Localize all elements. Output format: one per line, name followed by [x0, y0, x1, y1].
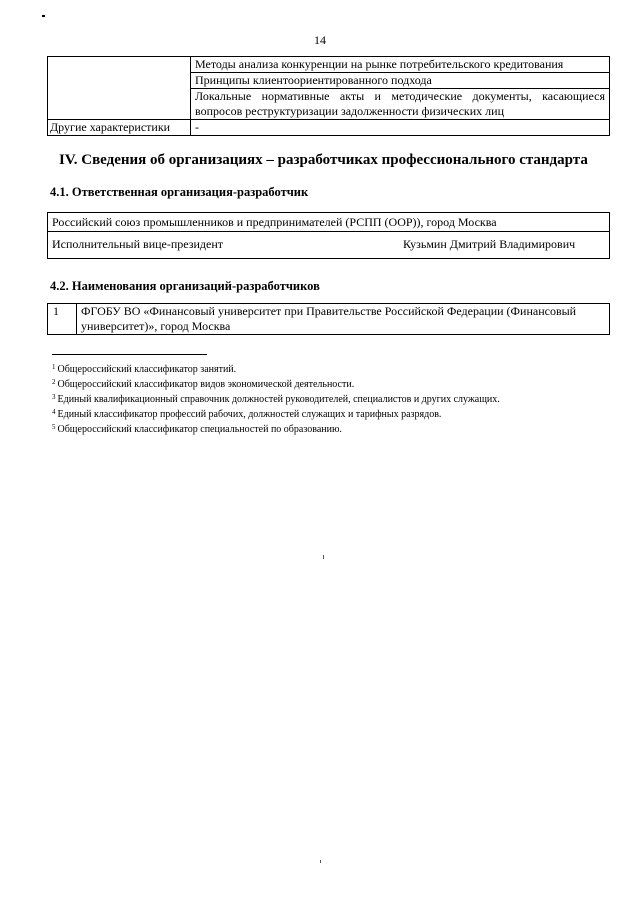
subsection-heading-developers: 4.2. Наименования организаций-разработчиков	[50, 279, 320, 293]
table-row	[48, 120, 610, 136]
footnote-text: Общероссийский классификатор видов экономической деятельности.	[57, 379, 355, 390]
footnote-text: Общероссийский классификатор специальностей по образованию.	[57, 424, 342, 435]
scan-dot	[42, 15, 45, 17]
footnotes	[52, 361, 500, 436]
table-row	[48, 304, 610, 335]
developer-name: ФГОБУ ВО «Финансовый университет при Правительстве Российской Федерации (Финансовый университет)», город Москва	[77, 304, 610, 335]
footnote-divider	[52, 354, 207, 355]
footnote-text: Единый классификатор профессий рабочих, должностей служащих и тарифных разрядов.	[57, 409, 442, 420]
organization-name: Российский союз промышленников и предпринимателей (РСПП (ООР)), город Москва	[52, 215, 497, 229]
responsible-org-box	[47, 212, 610, 259]
footnote	[52, 406, 500, 421]
table-cell-right: Локальные нормативные акты и методические документы, касающиеся вопросов реструктуризации задолженности физических лиц	[191, 89, 610, 120]
divider	[48, 231, 609, 232]
page-number: 14	[314, 33, 326, 47]
footnote	[52, 391, 500, 406]
footnote-mark: 1	[52, 363, 56, 371]
developer-number: 1	[48, 304, 77, 335]
scan-artifact	[323, 555, 324, 559]
table-cell-left	[48, 57, 191, 120]
table-cell-right: Методы анализа конкуренции на рынке потребительского кредитования	[191, 57, 610, 73]
footnote-mark: 3	[52, 393, 56, 401]
competencies-table	[47, 56, 610, 136]
footnote	[52, 376, 500, 391]
table-cell-right: Принципы клиентоориентированного подхода	[191, 73, 610, 89]
developers-table	[47, 303, 610, 335]
section-heading: IV. Сведения об организациях – разработчиках профессионального стандарта	[59, 152, 588, 168]
footnote	[52, 361, 500, 376]
subsection-heading-responsible: 4.1. Ответственная организация-разработчик	[50, 185, 309, 199]
signatory-position: Исполнительный вице-президент	[52, 237, 224, 251]
footnote-text: Единый квалификационный справочник должностей руководителей, специалистов и других служащих.	[57, 394, 500, 405]
footnote-mark: 5	[52, 423, 56, 431]
table-cell-right: -	[191, 120, 610, 136]
footnote	[52, 421, 500, 436]
table-row	[48, 57, 610, 73]
signatory-name: Кузьмин Дмитрий Владимирович	[403, 237, 576, 251]
scan-artifact	[320, 860, 321, 863]
footnote-mark: 4	[52, 408, 56, 416]
footnote-text: Общероссийский классификатор занятий.	[57, 364, 237, 375]
table-cell-left: Другие характеристики	[48, 120, 191, 136]
footnote-mark: 2	[52, 378, 56, 386]
